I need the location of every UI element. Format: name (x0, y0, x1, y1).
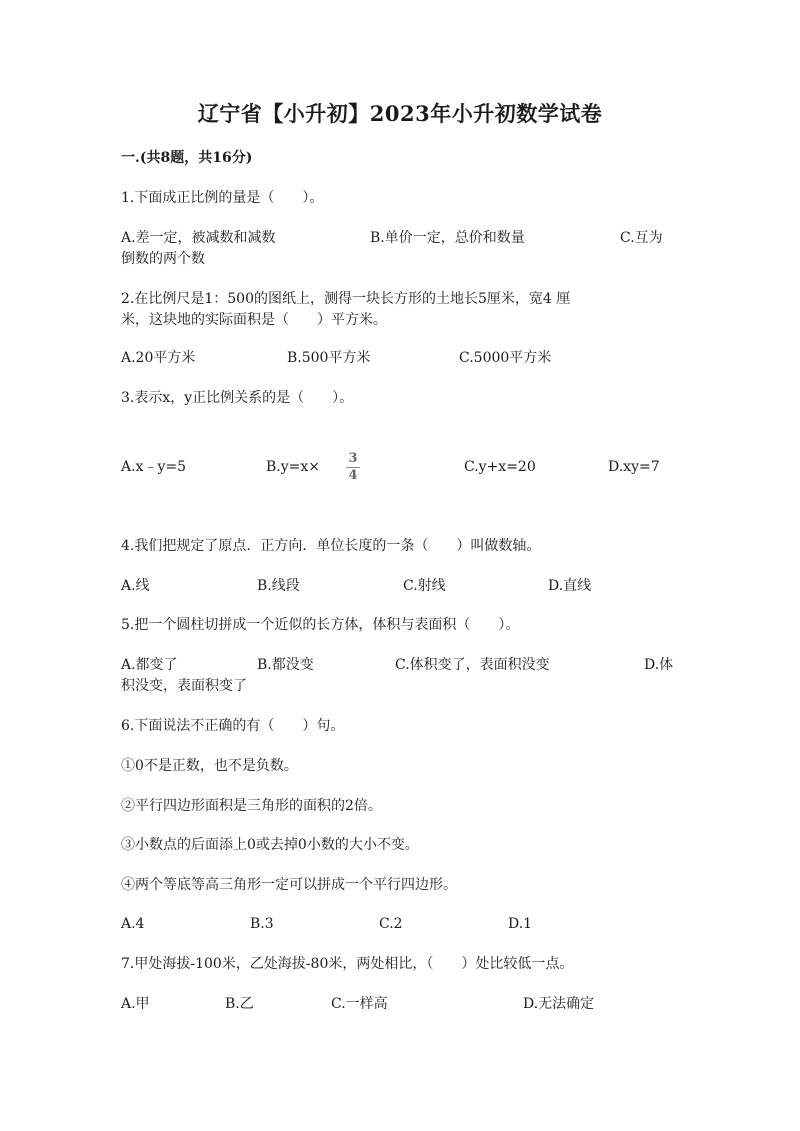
q6-stem: 6.下面说法不正确的有（ ）句。 (121, 718, 345, 734)
section-heading: 一.(共8题，共16分) (121, 150, 253, 166)
q4-option-a: A.线 (121, 578, 150, 594)
fraction-denominator: 4 (348, 468, 358, 483)
q3-option-d: D.xy=7 (608, 459, 660, 475)
q3-option-c: C.y+x=20 (464, 459, 536, 475)
q6-statement-4: ④两个等底等高三角形一定可以拼成一个平行四边形。 (121, 877, 457, 893)
fraction-numerator: 3 (348, 451, 358, 466)
q2-stem-line1: 2.在比例尺是1：500的图纸上，测得一块长方形的土地长5厘米，宽4 厘 (121, 291, 571, 307)
q3-option-a: A.x﹣y=5 (121, 459, 187, 475)
q4-option-b: B.线段 (257, 578, 300, 594)
q6-option-b: B.3 (250, 916, 274, 932)
q1-stem: 1.下面成正比例的量是（ ）。 (121, 190, 324, 206)
q3-option-b: B.y=x× (266, 459, 321, 475)
q5-option-d: D.体 (644, 657, 674, 673)
q7-option-a: A.甲 (121, 996, 150, 1012)
exam-title: 辽宁省【小升初】2023年小升初数学试卷 (197, 101, 603, 126)
q4-option-c: C.射线 (403, 578, 446, 594)
q5-option-d-continued: 积没变，表面积变了 (121, 678, 247, 694)
q5-option-a: A.都变了 (121, 657, 178, 673)
q4-option-d: D.直线 (548, 578, 592, 594)
q6-statement-3: ③小数点的后面添上0或去掉0小数的大小不变。 (121, 837, 419, 853)
q6-statement-1: ①0不是正数，也不是负数。 (121, 758, 298, 774)
q2-stem-line2: 米，这块地的实际面积是（ ）平方米。 (121, 312, 387, 328)
q7-stem: 7.甲处海拔-100米，乙处海拔-80米，两处相比，（ ）处比较低一点。 (121, 956, 574, 972)
q4-stem: 4.我们把规定了原点．正方向．单位长度的一条（ ）叫做数轴。 (121, 538, 541, 554)
q2-option-c: C.5000平方米 (459, 350, 552, 366)
q2-option-a: A.20平方米 (121, 350, 196, 366)
q6-option-d: D.1 (508, 916, 533, 932)
q5-stem: 5.把一个圆柱切拼成一个近似的长方体，体积与表面积（ ）。 (121, 617, 520, 633)
q2-option-b: B.500平方米 (287, 350, 371, 366)
q7-option-d: D.无法确定 (523, 996, 595, 1012)
q1-option-c-continued: 倒数的两个数 (121, 251, 205, 267)
q6-statement-2: ②平行四边形面积是三角形的面积的2倍。 (121, 798, 382, 814)
q7-option-b: B.乙 (225, 996, 254, 1012)
q3-fraction (346, 452, 360, 483)
q1-option-a: A.差一定，被减数和减数 (121, 230, 276, 246)
q5-option-b: B.都没变 (257, 657, 314, 673)
q3-stem: 3.表示x，y正比例关系的是（ ）。 (121, 390, 354, 406)
q6-option-a: A.4 (121, 916, 145, 932)
q1-option-b: B.单价一定，总价和数量 (370, 230, 525, 246)
q7-option-c: C.一样高 (331, 996, 388, 1012)
q5-option-c: C.体积变了，表面积没变 (395, 657, 550, 673)
q6-option-c: C.2 (379, 916, 403, 932)
q1-option-c: C.互为 (620, 230, 663, 246)
